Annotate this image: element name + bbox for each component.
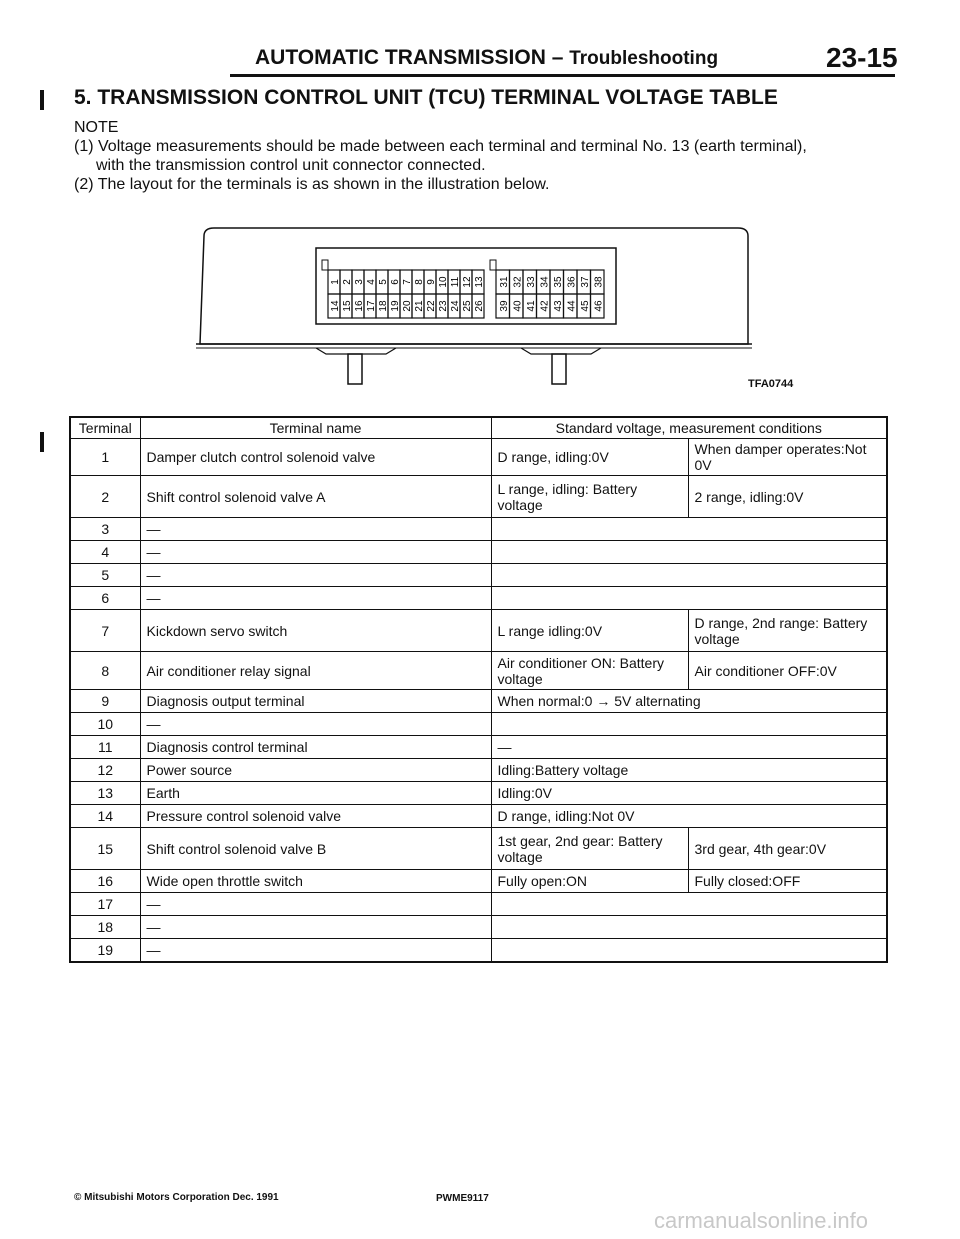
cell-terminal: 15 [70, 828, 140, 870]
pin-label: 33 [525, 276, 537, 288]
header-standard-voltage: Standard voltage, measurement conditions [491, 417, 887, 439]
cell-terminal-name: — [140, 916, 491, 939]
margin-marker [40, 432, 44, 452]
margin-marker [40, 90, 44, 110]
pin-label: 7 [402, 279, 413, 285]
cell-terminal-name: — [140, 564, 491, 587]
pin-label: 3 [354, 279, 365, 285]
cell-terminal: 18 [70, 916, 140, 939]
pin-label: 41 [525, 300, 537, 312]
cell-terminal-name: — [140, 518, 491, 541]
table-row [70, 916, 887, 939]
pin-label: 14 [330, 300, 341, 312]
cell-terminal: 9 [70, 690, 140, 713]
cell-condition-1: D range, idling:0V [491, 439, 688, 476]
header-terminal: Terminal [70, 417, 140, 439]
table-body [70, 417, 887, 962]
cell-condition-1: Fully open:ON [491, 870, 688, 893]
pin-label: 31 [498, 276, 510, 288]
right-connector-latch [490, 260, 496, 270]
table-row [70, 805, 887, 828]
pin-label: 5 [378, 279, 389, 285]
table-header-row [70, 417, 887, 439]
pin-label: 37 [579, 276, 591, 288]
cell-terminal-name: — [140, 893, 491, 916]
cell-terminal-name: — [140, 541, 491, 564]
cell-terminal: 4 [70, 541, 140, 564]
cell-condition-2: 2 range, idling:0V [688, 476, 887, 518]
pin-label: 32 [512, 276, 524, 288]
header-rule [230, 74, 895, 77]
table-row [70, 476, 887, 518]
page-number: 23-15 [826, 42, 898, 73]
note-line-2: (2) The layout for the terminals is as shown in the illustration below. [74, 176, 550, 193]
cell-terminal: 6 [70, 587, 140, 610]
pin-label: 35 [552, 276, 564, 288]
pin-label: 34 [539, 276, 551, 288]
footer-document-code: PWME9117 [436, 1193, 489, 1204]
pin-label: 36 [566, 276, 578, 288]
cell-condition-1: L range, idling: Battery voltage [491, 476, 688, 518]
cell-terminal: 11 [70, 736, 140, 759]
cell-terminal-name: Air conditioner relay signal [140, 652, 491, 690]
pin-label: 8 [414, 279, 425, 285]
cell-terminal: 19 [70, 939, 140, 962]
mount-bracket [316, 348, 396, 354]
cell-terminal-name: Shift control solenoid valve B [140, 828, 491, 870]
watermark: carmanualsonline.info [654, 1208, 869, 1233]
cell-terminal-name: — [140, 713, 491, 736]
note-line-1b: with the transmission control unit connector connected. [96, 157, 486, 174]
cell-condition [491, 587, 887, 610]
pin-label: 40 [512, 300, 524, 312]
table-row [70, 828, 887, 870]
cell-terminal-name: Wide open throttle switch [140, 870, 491, 893]
table-row [70, 870, 887, 893]
cell-terminal-name: Damper clutch control solenoid valve [140, 439, 491, 476]
pin-label: 26 [474, 300, 485, 312]
cell-condition [491, 564, 887, 587]
pin-label: 20 [402, 300, 413, 312]
cell-condition: — [491, 736, 887, 759]
pin-label: 46 [593, 300, 605, 312]
cell-condition-2: Fully closed:OFF [688, 870, 887, 893]
cell-condition [491, 541, 887, 564]
cell-condition [491, 713, 887, 736]
table-row [70, 439, 887, 476]
table-row [70, 541, 887, 564]
pin-label: 12 [462, 276, 473, 288]
note-block [74, 118, 807, 194]
pin-label: 42 [539, 300, 551, 312]
pin-label: 1 [330, 279, 341, 285]
pin-label: 19 [390, 300, 401, 312]
pin-label: 25 [462, 300, 473, 312]
figure-caption: TFA0744 [748, 378, 794, 390]
cell-condition-1: 1st gear, 2nd gear: Battery voltage [491, 828, 688, 870]
table-row [70, 587, 887, 610]
page-header-title [255, 46, 718, 70]
pin-label: 11 [450, 276, 461, 288]
note-line-1: (1) Voltage measurements should be made between each terminal and terminal No. 13 (earth terminal), [74, 138, 807, 155]
note-heading: NOTE [74, 119, 119, 136]
pin-label: 18 [378, 300, 389, 312]
pin-label: 45 [579, 300, 591, 312]
mount-leg [552, 354, 566, 384]
header-terminal-name: Terminal name [140, 417, 491, 439]
table-row [70, 564, 887, 587]
pin-label: 38 [593, 276, 605, 288]
table-row [70, 610, 887, 652]
cell-terminal-name: Diagnosis output terminal [140, 690, 491, 713]
cell-condition [491, 939, 887, 962]
cell-terminal: 8 [70, 652, 140, 690]
mount-leg [348, 354, 362, 384]
cell-condition [491, 893, 887, 916]
terminal-voltage-table [69, 416, 888, 963]
cell-terminal-name: Shift control solenoid valve A [140, 476, 491, 518]
cell-terminal-name: Diagnosis control terminal [140, 736, 491, 759]
cell-terminal-name: Pressure control solenoid valve [140, 805, 491, 828]
cell-condition-2: When damper operates:Not 0V [688, 439, 887, 476]
cell-terminal-name: Kickdown servo switch [140, 610, 491, 652]
cell-terminal: 13 [70, 782, 140, 805]
table-row [70, 782, 887, 805]
cell-terminal-name: — [140, 587, 491, 610]
table-row [70, 690, 887, 713]
cell-terminal: 12 [70, 759, 140, 782]
pin-label: 44 [566, 300, 578, 312]
pin-label: 2 [342, 279, 353, 285]
cell-terminal: 5 [70, 564, 140, 587]
pin-label: 6 [390, 279, 401, 285]
cell-condition [491, 518, 887, 541]
footer-copyright: © Mitsubishi Motors Corporation Dec. 1991 [74, 1192, 279, 1203]
pin-label: 39 [498, 300, 510, 312]
cell-condition-1: L range idling:0V [491, 610, 688, 652]
cell-terminal: 3 [70, 518, 140, 541]
pin-label: 10 [438, 276, 449, 288]
pin-label: 17 [366, 300, 377, 312]
pin-label: 4 [366, 279, 377, 285]
table-row [70, 893, 887, 916]
pin-label: 22 [426, 300, 437, 312]
table-row [70, 759, 887, 782]
cell-terminal-name: Power source [140, 759, 491, 782]
table-row [70, 713, 887, 736]
cell-condition-2: 3rd gear, 4th gear:0V [688, 828, 887, 870]
cell-condition [491, 916, 887, 939]
cell-terminal: 7 [70, 610, 140, 652]
cell-condition-2: D range, 2nd range: Battery voltage [688, 610, 887, 652]
left-connector-latch [322, 260, 328, 270]
mount-bracket [521, 348, 601, 354]
pin-label: 24 [450, 300, 461, 312]
cell-terminal: 10 [70, 713, 140, 736]
cell-terminal: 1 [70, 439, 140, 476]
pin-label: 43 [552, 300, 564, 312]
pin-label: 23 [438, 300, 449, 312]
connector-drawing [196, 226, 756, 396]
cell-terminal: 16 [70, 870, 140, 893]
cell-condition: When normal:0 → 5V alternating [491, 690, 887, 713]
table-row [70, 736, 887, 759]
cell-terminal-name: — [140, 939, 491, 962]
section-title: 5. TRANSMISSION CONTROL UNIT (TCU) TERMINAL VOLTAGE TABLE [74, 86, 778, 109]
connector-illustration [196, 226, 756, 396]
cell-terminal: 2 [70, 476, 140, 518]
cell-terminal: 17 [70, 893, 140, 916]
cell-condition: Idling:0V [491, 782, 887, 805]
table-row [70, 939, 887, 962]
cell-condition-2: Air conditioner OFF:0V [688, 652, 887, 690]
cell-terminal: 14 [70, 805, 140, 828]
cell-condition: D range, idling:Not 0V [491, 805, 887, 828]
table-row [70, 518, 887, 541]
pin-label: 13 [474, 276, 485, 288]
table-row [70, 652, 887, 690]
header-title-sub: Troubleshooting [569, 48, 719, 69]
cell-terminal-name: Earth [140, 782, 491, 805]
pin-label: 15 [342, 300, 353, 312]
header-title-main: AUTOMATIC TRANSMISSION – [255, 46, 570, 69]
pin-label: 21 [414, 300, 425, 312]
terminal-pins [322, 260, 604, 318]
cell-condition: Idling:Battery voltage [491, 759, 887, 782]
cell-condition-1: Air conditioner ON: Battery voltage [491, 652, 688, 690]
pin-label: 16 [354, 300, 365, 312]
pin-label: 9 [426, 279, 437, 285]
